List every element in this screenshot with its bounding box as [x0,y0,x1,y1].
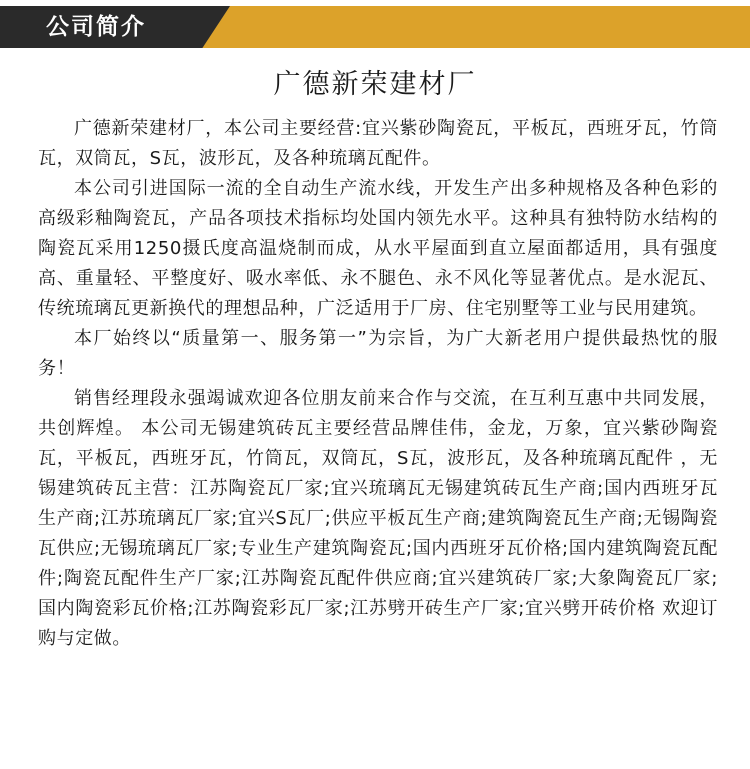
section-header-title: 公司简介 [46,13,146,40]
intro-paragraph-service: 本厂始终以“质量第一、服务第一”为宗旨，为广大新老用户提供最热忱的服务！ [38,328,718,379]
company-name-title: 广德新荣建材厂 [273,69,477,100]
intro-paragraph-production: 本公司引进国际一流的全自动生产流水线，开发生产出多种规格及各种色彩的高级彩釉陶瓷瓦，产品各项技术指标均处国内领先水平。这种具有独特防水结构的陶瓷瓦采用1250摄氏度高温烧制而成，从水平屋面到直立屋面都适用，具有强度高、重量轻、平整度好、吸水率低、永不腿色、永不风化等显著优点。是水泥瓦、传统琉璃瓦更新换代的理想品种，广泛适用于厂房、住宅别墅等工业与民用建筑。 [38,178,718,319]
section-header-bar [0,6,750,48]
company-intro-content [38,114,718,654]
intro-paragraph-sales: 销售经理段永强竭诚欢迎各位朋友前来合作与交流，在互利互惠中共同发展，共创辉煌。 本公司无锡建筑砖瓦主要经营品牌佳伟，金龙，万象，宜兴紫砂陶瓷瓦，平板瓦，西班牙瓦，竹筒瓦，双筒瓦，S瓦，波形瓦，及各种琉璃瓦配件 ，无锡建筑砖瓦主营：江苏陶瓷瓦厂家;宜兴琉璃瓦无锡建筑砖瓦生产商;国内西班牙瓦生产商;江苏琉璃瓦厂家;宜兴S瓦厂;供应平板瓦生产商;建筑陶瓷瓦生产商;无锡陶瓷瓦供应;无锡琉璃瓦厂家;专业生产建筑陶瓷瓦;国内西班牙瓦价格;国内建筑陶瓷瓦配件;陶瓷瓦配件生产厂家;江苏陶瓷瓦配件供应商;宜兴建筑砖厂家;大象陶瓷瓦厂家;国内陶瓷彩瓦价格;江苏陶瓷彩瓦厂家;江苏劈开砖生产厂家;宜兴劈开砖价格 欢迎订购与定做。 [38,388,718,649]
intro-paragraph-business-scope: 广德新荣建材厂，本公司主要经营:宜兴紫砂陶瓷瓦，平板瓦，西班牙瓦，竹筒瓦，双筒瓦，S瓦，波形瓦，及各种琉璃瓦配件。 [38,118,718,169]
